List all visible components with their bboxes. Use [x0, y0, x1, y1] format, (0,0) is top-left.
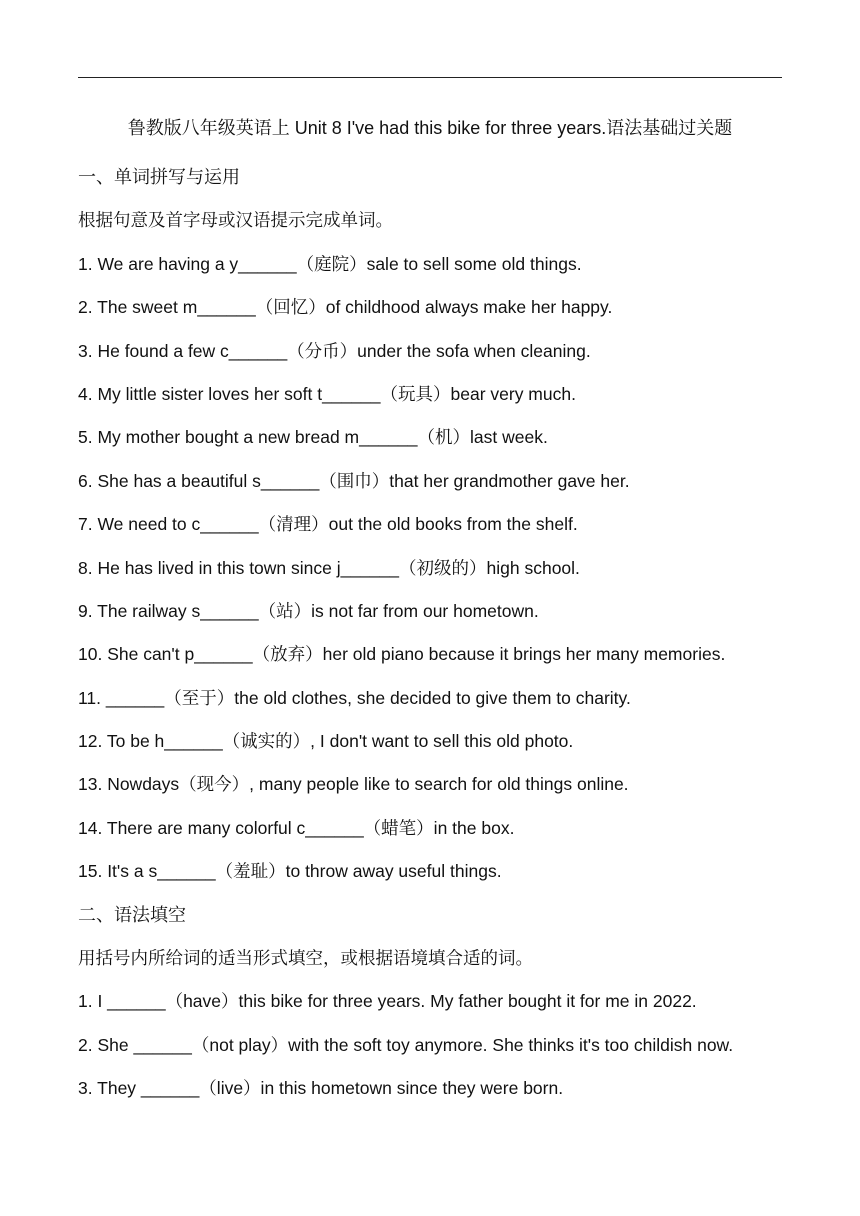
question-item: 8. He has lived in this town since j______（初级的）high school. — [78, 557, 580, 578]
question-item: 9. The railway s______（站）is not far from our hometown. — [78, 600, 539, 621]
question-item: 13. Nowdays（现今）, many people like to search for old things online. — [78, 774, 629, 795]
question-item: 12. To be h______（诚实的）, I don't want to sell this old photo. — [78, 731, 574, 752]
section-grammar-fill — [78, 900, 782, 1104]
question-item: 1. I ______（have）this bike for three years. My father bought it for me in 2022. — [78, 991, 697, 1012]
question-item: 7. We need to c______（清理）out the old books from the shelf. — [78, 514, 578, 535]
document-title: 鲁教版八年级英语上 Unit 8 I've had this bike for three years.语法基础过关题 — [127, 118, 733, 138]
question-item: 2. The sweet m______（回忆）of childhood always make her happy. — [78, 297, 613, 318]
section-heading: 一、单词拼写与运用 — [78, 167, 240, 187]
section-word-spelling — [78, 162, 782, 886]
document-content — [78, 113, 782, 1117]
question-item: 11. ______（至于）the old clothes, she decided to give them to charity. — [78, 687, 631, 708]
question-item: 15. It's a s______（羞耻）to throw away useful things. — [78, 861, 502, 882]
question-item: 1. We are having a y______（庭院）sale to sell some old things. — [78, 253, 582, 274]
section-heading: 二、语法填空 — [78, 904, 186, 925]
question-item: 2. She ______（not play）with the soft toy anymore. She thinks it's too childish now. — [78, 1034, 734, 1055]
question-item: 3. They ______（live）in this hometown since they were born. — [78, 1078, 564, 1099]
question-item: 5. My mother bought a new bread m______（机）last week. — [78, 427, 548, 448]
question-item: 6. She has a beautiful s______（围巾）that her grandmother gave her. — [78, 470, 630, 491]
section-instruction: 用括号内所给词的适当形式填空，或根据语境填合适的词。 — [78, 948, 533, 969]
question-item: 14. There are many colorful c______（蜡笔）in the box. — [78, 817, 515, 838]
section-instruction: 根据句意及首字母或汉语提示完成单词。 — [78, 210, 393, 231]
header-rule — [78, 77, 782, 78]
question-item: 3. He found a few c______（分币）under the sofa when cleaning. — [78, 340, 591, 361]
question-item: 10. She can't p______（放弃）her old piano because it brings her many memories. — [78, 644, 726, 665]
question-item: 4. My little sister loves her soft t______（玩具）bear very much. — [78, 383, 576, 404]
